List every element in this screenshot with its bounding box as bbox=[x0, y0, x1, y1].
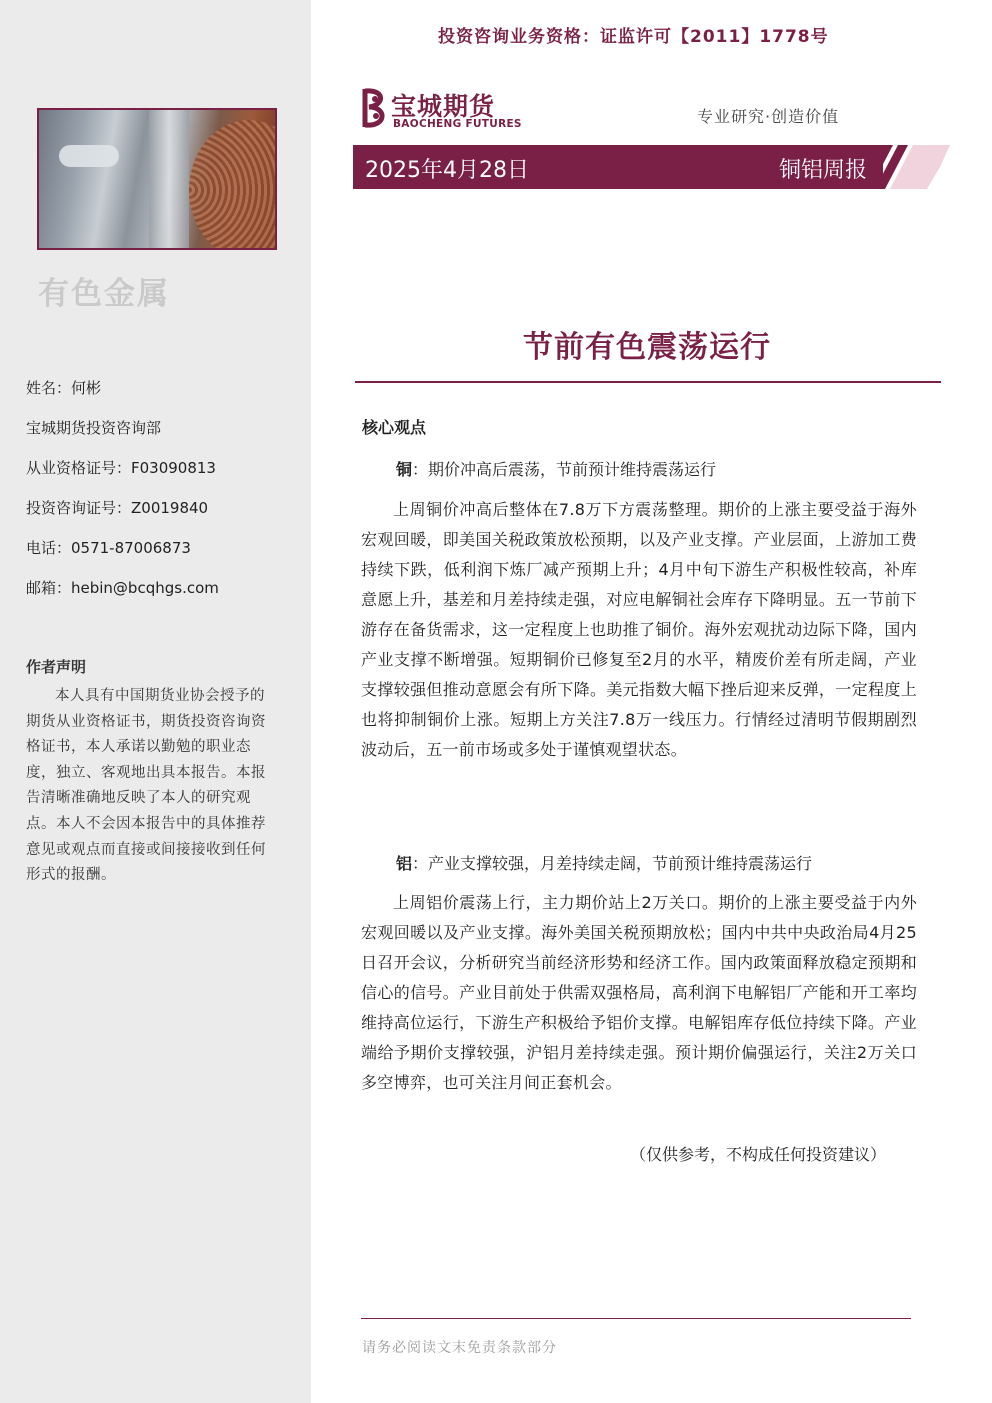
declaration-text: 本人具有中国期货业协会授予的期货从业资格证书，期货投资咨询资格证书，本人承诺以勤勉的职业态度，独立、客观地出具本报告。本报告清晰准确地反映了本人的研究观点。本人不会因本报告中的具体推荐意见或观点而直接或间接接收到任何形式的报酬。 bbox=[26, 688, 266, 884]
logo-mark-icon bbox=[355, 85, 389, 131]
analyst-email: 邮箱：hebin@bcqhgs.com bbox=[26, 579, 219, 597]
report-type: 铜铝周报 bbox=[778, 158, 867, 183]
slogan: 专业研究·创造价值 bbox=[697, 107, 840, 126]
analyst-name: 姓名：何彬 bbox=[26, 379, 102, 397]
copper-label: 铜 bbox=[396, 460, 413, 479]
title-divider bbox=[355, 381, 941, 383]
copper-heading bbox=[396, 457, 716, 480]
date-banner bbox=[353, 145, 883, 189]
core-view-heading: 核心观点 bbox=[362, 418, 427, 437]
aluminum-label: 铝 bbox=[396, 854, 413, 873]
logo-name-en: BAOCHENG FUTURES bbox=[393, 118, 522, 130]
logo-name-cn: 宝城期货 bbox=[391, 92, 496, 121]
metal-photo bbox=[37, 108, 277, 250]
investment-disclaimer: （仅供参考，不构成任何投资建议） bbox=[630, 1145, 887, 1164]
report-title: 节前有色震荡运行 bbox=[523, 330, 771, 365]
company-logo bbox=[355, 85, 525, 133]
report-date: 2025年4月28日 bbox=[365, 158, 529, 183]
copper-heading-text: ：期价冲高后震荡，节前预计维持震荡运行 bbox=[412, 460, 717, 479]
license-line: 投资咨询业务资格：证监许可【2011】1778号 bbox=[438, 27, 829, 47]
analyst-department: 宝城期货投资咨询部 bbox=[26, 419, 162, 437]
category-label: 有色金属 bbox=[38, 276, 170, 312]
sidebar bbox=[0, 0, 311, 1403]
aluminum-heading-text: ：产业支撑较强，月差持续走阔，节前预计维持震荡运行 bbox=[412, 854, 813, 873]
analyst-phone: 电话：0571-87006873 bbox=[26, 539, 191, 557]
aluminum-paragraph: 上周铝价震荡上行，主力期价站上2万关口。期价的上涨主要受益于内外宏观回暖以及产业支撑。海外美国关税预期放松；国内中共中央政治局4月25日召开会议，分析研究当前经济形势和经济工作。国内政策面释放稳定预期和信心的信号。产业目前处于供需双强格局，高利润下电解铝厂产能和开工率均维持高位运行，下游生产积极给予铝价支撑。电解铝库存低位持续下降。产业端给予期价支撑较强，沪铝月差持续走强。预计期价偏强运行，关注2万关口多空博弈，也可关注月间正套机会。 bbox=[361, 893, 917, 1092]
footer-note: 请务必阅读文末免责条款部分 bbox=[362, 1340, 557, 1356]
copper-paragraph: 上周铜价冲高后整体在7.8万下方震荡整理。期价的上涨主要受益于海外宏观回暖，即美国关税政策放松预期，以及产业支撑。产业层面，上游加工费持续下跌，低利润下炼厂减产预期上升；4月中旬下游生产积极性较高，补库意愿上升，基差和月差持续走强，对应电解铜社会库存下降明显。五一节前下游存在备货需求，这一定程度上也助推了铜价。海外宏观扰动边际下降，国内产业支撑不断增强。短期铜价已修复至2月的水平，精废价差有所走阔，产业支撑较强但推动意愿会有所下降。美元指数大幅下挫后迎来反弹，一定程度上也将抑制铜价上涨。短期上方关注7.8万一线压力。行情经过清明节假期剧烈波动后，五一前市场或多处于谨慎观望状态。 bbox=[361, 500, 917, 759]
banner-stripes bbox=[860, 145, 950, 189]
footer-divider bbox=[361, 1318, 911, 1319]
aluminum-heading bbox=[396, 851, 812, 874]
analyst-info bbox=[26, 378, 219, 618]
practice-cert: 从业资格证号：F03090813 bbox=[26, 459, 216, 477]
advisory-cert: 投资咨询证号：Z0019840 bbox=[26, 499, 209, 517]
declaration-title: 作者声明 bbox=[26, 658, 87, 676]
